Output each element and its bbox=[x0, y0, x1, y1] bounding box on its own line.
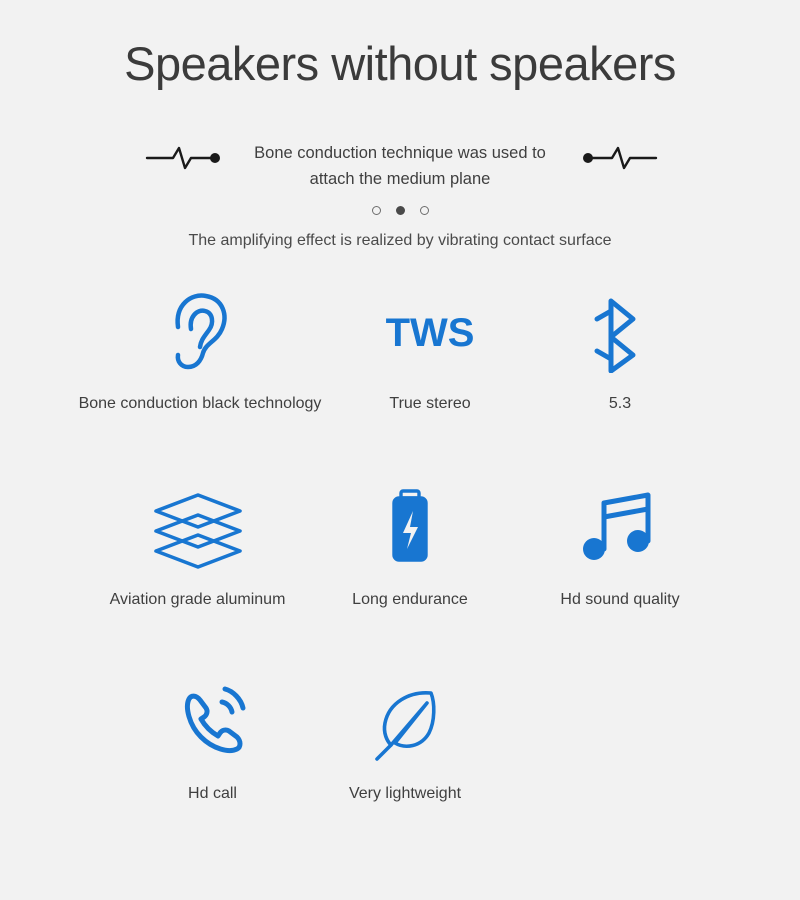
page-subtitle: The amplifying effect is realized by vibrating contact surface bbox=[188, 232, 612, 249]
feature-item-endurance bbox=[300, 481, 520, 609]
feature-item-aluminum bbox=[95, 481, 300, 609]
top-strip bbox=[0, 130, 800, 200]
music-note-icon bbox=[578, 481, 662, 577]
feature-label: True stereo bbox=[389, 395, 471, 412]
phone-call-icon bbox=[173, 675, 253, 771]
waveform-icon bbox=[578, 136, 658, 181]
feature-label: Aviation grade aluminum bbox=[109, 591, 286, 608]
waveform-icon bbox=[145, 136, 225, 181]
dot-empty-icon bbox=[420, 206, 429, 215]
dot-empty-icon bbox=[372, 206, 381, 215]
feature-row bbox=[0, 285, 800, 413]
feature-item-lightweight bbox=[305, 675, 505, 803]
feature-label: Very lightweight bbox=[348, 785, 462, 802]
feature-label: Hd sound quality bbox=[560, 591, 680, 608]
feature-row bbox=[0, 675, 800, 803]
feature-item-bone-conduction bbox=[60, 285, 340, 413]
page-title: Speakers without speakers bbox=[124, 37, 676, 90]
dot-filled-icon bbox=[396, 206, 405, 215]
feature-row bbox=[0, 481, 800, 609]
bluetooth-icon bbox=[589, 285, 651, 381]
feature-item-true-stereo bbox=[340, 285, 520, 413]
feature-label: Bone conduction black technology bbox=[78, 395, 322, 412]
dot-separator bbox=[0, 206, 800, 215]
top-description: Bone conduction technique was used to attach the medium plane bbox=[254, 144, 546, 188]
feature-label: Long endurance bbox=[352, 591, 468, 608]
battery-icon bbox=[384, 481, 436, 577]
feature-label: Hd call bbox=[188, 785, 237, 802]
layers-icon bbox=[150, 481, 246, 577]
ear-icon bbox=[165, 285, 235, 381]
feature-label: 5.3 bbox=[608, 395, 632, 412]
feature-item-bluetooth bbox=[520, 285, 720, 413]
feature-item-hd-call bbox=[120, 675, 305, 803]
feather-icon bbox=[365, 675, 445, 771]
feature-item-sound-quality bbox=[520, 481, 720, 609]
tws-label: TWS bbox=[385, 310, 475, 355]
tws-text-icon bbox=[386, 285, 475, 381]
feature-grid bbox=[0, 285, 800, 803]
